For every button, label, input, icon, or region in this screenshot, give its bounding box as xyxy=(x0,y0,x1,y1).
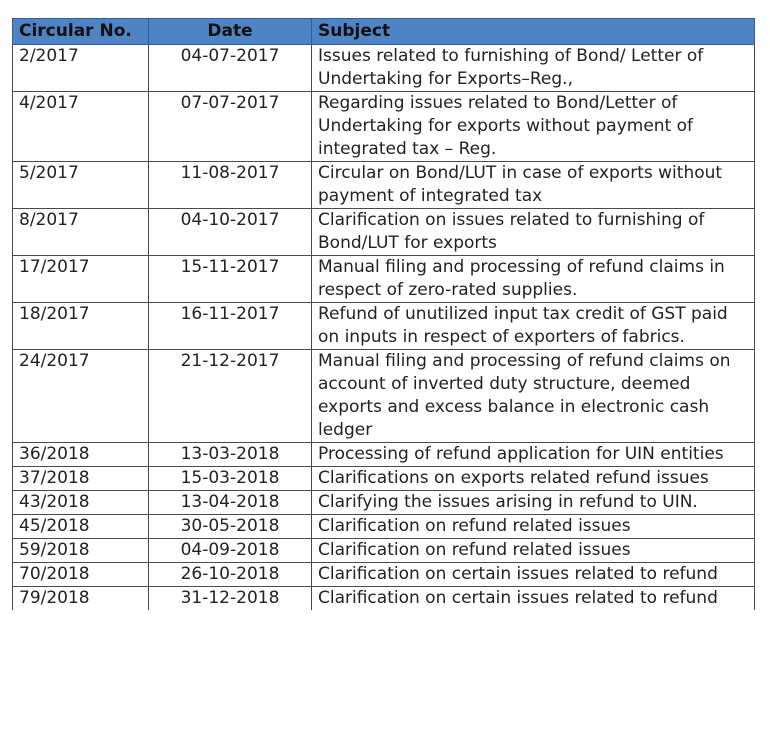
table-row xyxy=(13,92,755,162)
cell-subject: Clarification on refund related issues xyxy=(312,515,755,539)
cell-date: 31-12-2018 xyxy=(149,587,312,611)
cell-subject: Issues related to furnishing of Bond/ Letter of Undertaking for Exports–Reg., xyxy=(312,45,755,92)
cell-circular-no: 79/2018 xyxy=(13,587,149,611)
cell-circular-no: 24/2017 xyxy=(13,350,149,443)
header-circular-no: Circular No. xyxy=(13,19,149,45)
cell-date: 13-04-2018 xyxy=(149,491,312,515)
cell-circular-no: 8/2017 xyxy=(13,209,149,256)
header-subject: Subject xyxy=(312,19,755,45)
cell-date: 04-10-2017 xyxy=(149,209,312,256)
table-row xyxy=(13,209,755,256)
cell-circular-no: 43/2018 xyxy=(13,491,149,515)
cell-date: 15-11-2017 xyxy=(149,256,312,303)
cell-subject: Circular on Bond/LUT in case of exports without payment of integrated tax xyxy=(312,162,755,209)
table-row xyxy=(13,162,755,209)
cell-subject: Refund of unutilized input tax credit of GST paid on inputs in respect of exporters of fabrics. xyxy=(312,303,755,350)
table-row xyxy=(13,563,755,587)
table-row xyxy=(13,491,755,515)
table-row xyxy=(13,256,755,303)
cell-date: 16-11-2017 xyxy=(149,303,312,350)
table-row xyxy=(13,539,755,563)
cell-date: 11-08-2017 xyxy=(149,162,312,209)
cell-subject: Clarification on certain issues related to refund xyxy=(312,563,755,587)
cell-circular-no: 17/2017 xyxy=(13,256,149,303)
cell-date: 07-07-2017 xyxy=(149,92,312,162)
cell-subject: Manual filing and processing of refund claims on account of inverted duty structure, deemed exports and excess balance in electronic cash ledger xyxy=(312,350,755,443)
cell-circular-no: 4/2017 xyxy=(13,92,149,162)
cell-circular-no: 2/2017 xyxy=(13,45,149,92)
cell-date: 13-03-2018 xyxy=(149,443,312,467)
table-row xyxy=(13,587,755,611)
table-header-row xyxy=(13,19,755,45)
cell-subject: Clarifying the issues arising in refund to UIN. xyxy=(312,491,755,515)
cell-subject: Manual filing and processing of refund claims in respect of zero-rated supplies. xyxy=(312,256,755,303)
cell-subject: Clarification on issues related to furnishing of Bond/LUT for exports xyxy=(312,209,755,256)
cell-circular-no: 59/2018 xyxy=(13,539,149,563)
cell-circular-no: 37/2018 xyxy=(13,467,149,491)
cell-subject: Clarification on certain issues related to refund xyxy=(312,587,755,611)
cell-subject: Regarding issues related to Bond/Letter of Undertaking for exports without payment of integrated tax – Reg. xyxy=(312,92,755,162)
circulars-table-container xyxy=(12,18,755,610)
table-row xyxy=(13,443,755,467)
table-row xyxy=(13,45,755,92)
cell-subject: Clarifications on exports related refund issues xyxy=(312,467,755,491)
table-row xyxy=(13,515,755,539)
table-row xyxy=(13,303,755,350)
table-row xyxy=(13,350,755,443)
cell-date: 26-10-2018 xyxy=(149,563,312,587)
table-row xyxy=(13,467,755,491)
cell-circular-no: 70/2018 xyxy=(13,563,149,587)
cell-date: 30-05-2018 xyxy=(149,515,312,539)
cell-date: 15-03-2018 xyxy=(149,467,312,491)
header-date: Date xyxy=(149,19,312,45)
cell-subject: Processing of refund application for UIN entities xyxy=(312,443,755,467)
cell-subject: Clarification on refund related issues xyxy=(312,539,755,563)
cell-circular-no: 18/2017 xyxy=(13,303,149,350)
cell-date: 04-07-2017 xyxy=(149,45,312,92)
cell-date: 04-09-2018 xyxy=(149,539,312,563)
cell-circular-no: 45/2018 xyxy=(13,515,149,539)
cell-date: 21-12-2017 xyxy=(149,350,312,443)
circulars-table xyxy=(12,18,755,610)
cell-circular-no: 36/2018 xyxy=(13,443,149,467)
cell-circular-no: 5/2017 xyxy=(13,162,149,209)
